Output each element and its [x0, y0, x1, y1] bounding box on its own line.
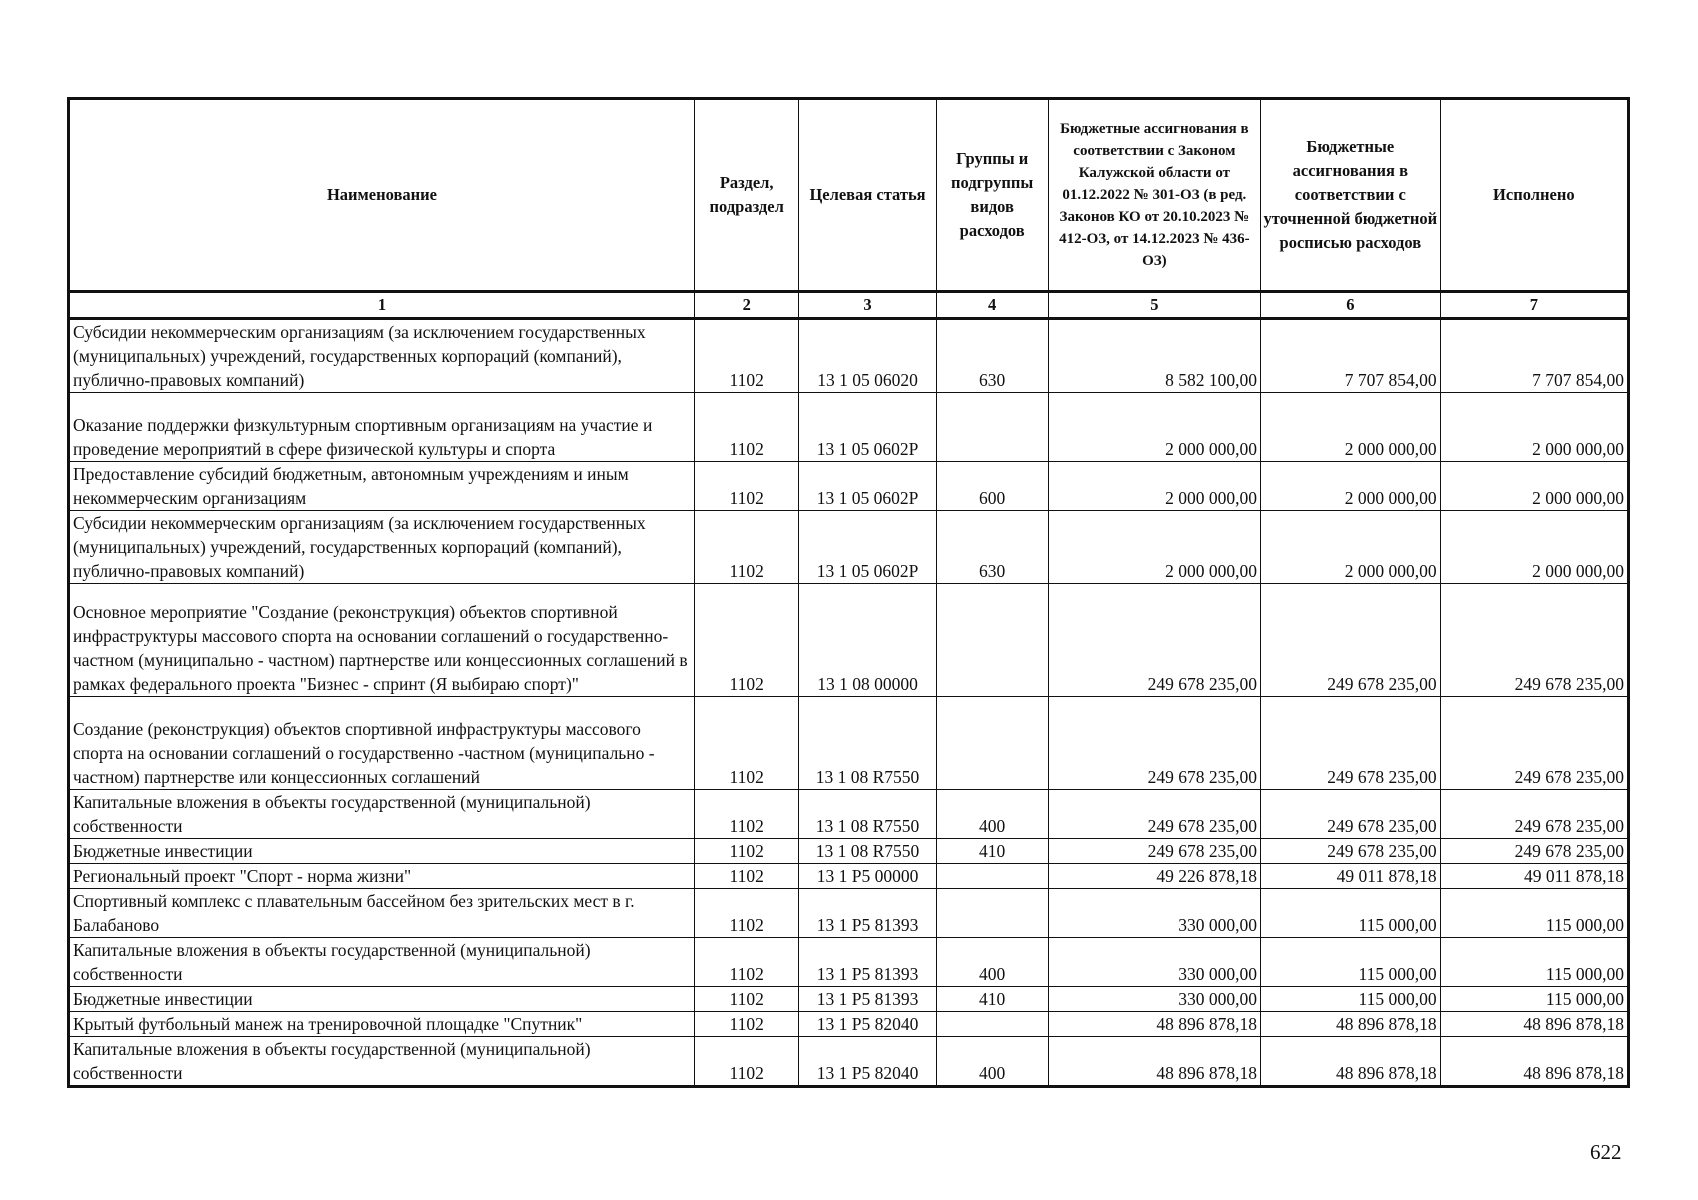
table-row [69, 319, 1629, 393]
row-executed-amount: 2 000 000,00 [1440, 393, 1628, 462]
row-name: Основное мероприятие "Создание (реконструкция) объектов спортивной инфраструктуры массового спорта на основании соглашений о государственно-частном (муниципально - частном) партнерстве или концессионных соглашений в рамках федерального проекта "Бизнес - спринт (Я выбираю спорт)" [69, 584, 695, 697]
row-assigned-amount: 2 000 000,00 [1048, 511, 1260, 584]
row-target-article: 13 1 Р5 82040 [799, 1012, 936, 1037]
row-section: 1102 [694, 1012, 799, 1037]
row-executed-amount: 249 678 235,00 [1440, 790, 1628, 839]
row-target-article: 13 1 05 06020 [799, 319, 936, 393]
row-name: Крытый футбольный манеж на тренировочной площадке "Спутник" [69, 1012, 695, 1037]
header-law-assignments: Бюджетные ассигнования в соответствии с Законом Калужской области от 01.12.2022 № 301-ОЗ (в ред. Законов КО от 20.10.2023 № 412-ОЗ, от 14.12.2023 № 436-ОЗ) [1048, 99, 1260, 292]
row-section: 1102 [694, 889, 799, 938]
row-section: 1102 [694, 987, 799, 1012]
row-refined-amount: 249 678 235,00 [1261, 839, 1441, 864]
column-number: 1 [69, 292, 695, 319]
table-row [69, 987, 1629, 1012]
table-row [69, 462, 1629, 511]
row-executed-amount: 48 896 878,18 [1440, 1037, 1628, 1087]
table-body [69, 319, 1629, 1087]
row-expense-group [936, 864, 1048, 889]
table-row [69, 790, 1629, 839]
row-section: 1102 [694, 319, 799, 393]
row-expense-group: 400 [936, 790, 1048, 839]
table-row [69, 584, 1629, 697]
row-executed-amount: 2 000 000,00 [1440, 511, 1628, 584]
row-assigned-amount: 249 678 235,00 [1048, 584, 1260, 697]
row-executed-amount: 2 000 000,00 [1440, 462, 1628, 511]
row-refined-amount: 7 707 854,00 [1261, 319, 1441, 393]
row-section: 1102 [694, 839, 799, 864]
row-assigned-amount: 48 896 878,18 [1048, 1012, 1260, 1037]
row-executed-amount: 48 896 878,18 [1440, 1012, 1628, 1037]
table-row [69, 938, 1629, 987]
row-expense-group [936, 393, 1048, 462]
row-name: Субсидии некоммерческим организациям (за исключением государственных (муниципальных) учреждений, государственных корпораций (компаний), публично-правовых компаний) [69, 511, 695, 584]
row-name: Бюджетные инвестиции [69, 987, 695, 1012]
row-assigned-amount: 48 896 878,18 [1048, 1037, 1260, 1087]
row-executed-amount: 49 011 878,18 [1440, 864, 1628, 889]
row-refined-amount: 115 000,00 [1261, 938, 1441, 987]
table-row [69, 393, 1629, 462]
table-row [69, 511, 1629, 584]
row-executed-amount: 249 678 235,00 [1440, 697, 1628, 790]
row-target-article: 13 1 Р5 82040 [799, 1037, 936, 1087]
row-target-article: 13 1 08 R7550 [799, 697, 936, 790]
row-refined-amount: 49 011 878,18 [1261, 864, 1441, 889]
row-executed-amount: 115 000,00 [1440, 938, 1628, 987]
row-section: 1102 [694, 938, 799, 987]
table-row [69, 864, 1629, 889]
row-refined-amount: 48 896 878,18 [1261, 1012, 1441, 1037]
row-name: Капитальные вложения в объекты государственной (муниципальной) собственности [69, 938, 695, 987]
row-name: Предоставление субсидий бюджетным, автономным учреждениям и иным некоммерческим организациям [69, 462, 695, 511]
row-name: Капитальные вложения в объекты государственной (муниципальной) собственности [69, 790, 695, 839]
row-assigned-amount: 249 678 235,00 [1048, 839, 1260, 864]
row-assigned-amount: 330 000,00 [1048, 987, 1260, 1012]
row-expense-group: 410 [936, 839, 1048, 864]
header-target-article: Целевая статья [799, 99, 936, 292]
row-expense-group: 400 [936, 938, 1048, 987]
row-target-article: 13 1 08 R7550 [799, 790, 936, 839]
row-refined-amount: 2 000 000,00 [1261, 511, 1441, 584]
row-assigned-amount: 249 678 235,00 [1048, 697, 1260, 790]
row-section: 1102 [694, 790, 799, 839]
row-target-article: 13 1 08 R7550 [799, 839, 936, 864]
row-target-article: 13 1 05 0602Р [799, 462, 936, 511]
table-row [69, 839, 1629, 864]
row-target-article: 13 1 Р5 81393 [799, 938, 936, 987]
column-number: 6 [1261, 292, 1441, 319]
row-expense-group: 630 [936, 319, 1048, 393]
row-target-article: 13 1 05 0602Р [799, 393, 936, 462]
row-expense-group [936, 889, 1048, 938]
row-section: 1102 [694, 393, 799, 462]
table-row [69, 1012, 1629, 1037]
row-expense-group: 600 [936, 462, 1048, 511]
row-section: 1102 [694, 864, 799, 889]
column-number: 2 [694, 292, 799, 319]
row-name: Капитальные вложения в объекты государственной (муниципальной) собственности [69, 1037, 695, 1087]
column-number: 7 [1440, 292, 1628, 319]
column-number: 3 [799, 292, 936, 319]
row-section: 1102 [694, 511, 799, 584]
row-target-article: 13 1 05 0602Р [799, 511, 936, 584]
row-expense-group: 630 [936, 511, 1048, 584]
row-assigned-amount: 8 582 100,00 [1048, 319, 1260, 393]
budget-table-container [67, 97, 1630, 1088]
row-section: 1102 [694, 462, 799, 511]
row-target-article: 13 1 Р5 81393 [799, 889, 936, 938]
table-row [69, 1037, 1629, 1087]
row-refined-amount: 249 678 235,00 [1261, 584, 1441, 697]
row-assigned-amount: 49 226 878,18 [1048, 864, 1260, 889]
row-executed-amount: 115 000,00 [1440, 987, 1628, 1012]
row-name: Бюджетные инвестиции [69, 839, 695, 864]
column-number: 5 [1048, 292, 1260, 319]
row-section: 1102 [694, 697, 799, 790]
row-name: Субсидии некоммерческим организациям (за исключением государственных (муниципальных) учреждений, государственных корпораций (компаний), публично-правовых компаний) [69, 319, 695, 393]
row-section: 1102 [694, 584, 799, 697]
header-name: Наименование [69, 99, 695, 292]
row-executed-amount: 249 678 235,00 [1440, 839, 1628, 864]
row-executed-amount: 115 000,00 [1440, 889, 1628, 938]
page-number: 622 [1590, 1140, 1622, 1164]
row-executed-amount: 7 707 854,00 [1440, 319, 1628, 393]
table-row [69, 889, 1629, 938]
row-name: Создание (реконструкция) объектов спортивной инфраструктуры массового спорта на основании соглашений о государственно -частном (муниципально - частном) партнерстве или концессионных соглашений [69, 697, 695, 790]
row-target-article: 13 1 Р5 00000 [799, 864, 936, 889]
row-expense-group [936, 697, 1048, 790]
row-assigned-amount: 2 000 000,00 [1048, 462, 1260, 511]
row-refined-amount: 115 000,00 [1261, 889, 1441, 938]
row-expense-group: 410 [936, 987, 1048, 1012]
row-section: 1102 [694, 1037, 799, 1087]
row-name: Оказание поддержки физкультурным спортивным организациям на участие и проведение мероприятий в сфере физической культуры и спорта [69, 393, 695, 462]
row-name: Региональный проект "Спорт - норма жизни" [69, 864, 695, 889]
header-section: Раздел, подраздел [694, 99, 799, 292]
row-refined-amount: 249 678 235,00 [1261, 697, 1441, 790]
row-executed-amount: 249 678 235,00 [1440, 584, 1628, 697]
header-executed: Исполнено [1440, 99, 1628, 292]
row-target-article: 13 1 08 00000 [799, 584, 936, 697]
row-refined-amount: 2 000 000,00 [1261, 393, 1441, 462]
row-assigned-amount: 2 000 000,00 [1048, 393, 1260, 462]
row-refined-amount: 115 000,00 [1261, 987, 1441, 1012]
header-expense-groups: Группы и подгруппы видов расходов [936, 99, 1048, 292]
row-expense-group: 400 [936, 1037, 1048, 1087]
row-expense-group [936, 1012, 1048, 1037]
row-target-article: 13 1 Р5 81393 [799, 987, 936, 1012]
row-refined-amount: 249 678 235,00 [1261, 790, 1441, 839]
column-number: 4 [936, 292, 1048, 319]
row-name: Спортивный комплекс с плавательным бассейном без зрительских мест в г. Балабаново [69, 889, 695, 938]
header-refined-assignments: Бюджетные ассигнования в соответствии с уточненной бюджетной росписью расходов [1261, 99, 1441, 292]
row-refined-amount: 48 896 878,18 [1261, 1037, 1441, 1087]
row-assigned-amount: 330 000,00 [1048, 938, 1260, 987]
budget-execution-table [67, 97, 1630, 1088]
table-row [69, 697, 1629, 790]
row-assigned-amount: 249 678 235,00 [1048, 790, 1260, 839]
row-refined-amount: 2 000 000,00 [1261, 462, 1441, 511]
table-header-row [69, 99, 1629, 292]
row-assigned-amount: 330 000,00 [1048, 889, 1260, 938]
row-expense-group [936, 584, 1048, 697]
column-number-row [69, 292, 1629, 319]
